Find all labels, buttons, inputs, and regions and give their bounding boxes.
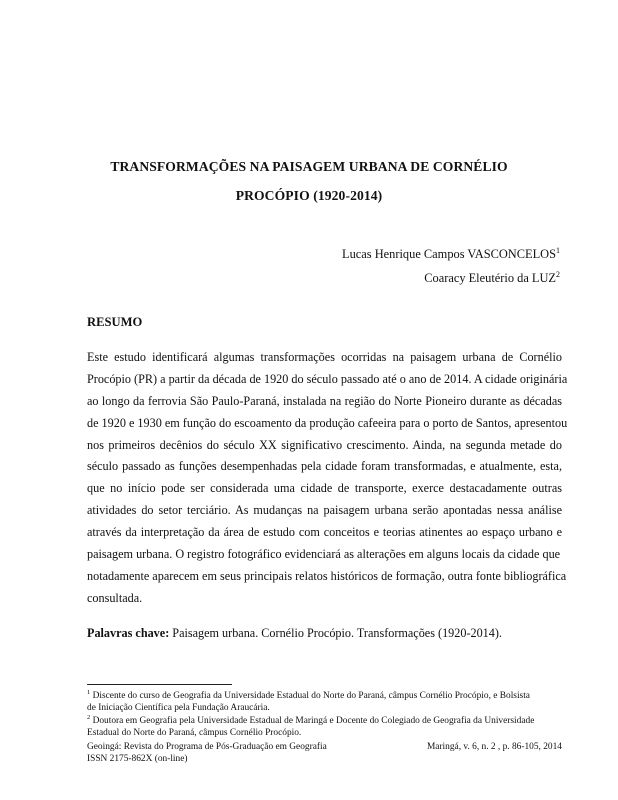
abstract-line: Este estudo identificará algumas transformações ocorridas na paisagem urbana de Cornélio — [87, 350, 562, 364]
abstract-line: Procópio (PR) a partir da década de 1920 do século passado até o ano de 2014. A cidade originária — [87, 371, 568, 386]
footnote-text: Discente do curso de Geografia da Universidade Estadual do Norte do Paraná, câmpus Cornélio Procópio, e Bolsista — [90, 691, 530, 701]
footnote-text: Doutora em Geografia pela Universidade Estadual de Maringá e Docente do Colegiado de Geografia da Universidade — [90, 715, 535, 726]
abstract-line: atividades do setor terciário. As mudanças na paisagem urbana serão apontadas nessa análise — [87, 503, 562, 518]
author-name: Coaracy Eleutério da LUZ — [424, 271, 556, 285]
footnote-2 — [87, 715, 562, 740]
author-footnote-mark[interactable]: 1 — [556, 245, 560, 255]
author-2 — [424, 270, 560, 286]
abstract-line: que no início pode ser considerada uma cidade de transporte, exerce destacadamente outras — [87, 481, 562, 496]
footnote-line: de Iniciação Científica pela Fundação Araucária. — [87, 703, 270, 714]
article-title — [60, 152, 558, 210]
keywords-label: Palavras chave: — [87, 626, 170, 640]
article-title-line-1: TRANSFORMAÇÕES NA PAISAGEM URBANA DE CORNÉLIO — [110, 159, 508, 174]
issn: ISSN 2175-862X (on-line) — [87, 754, 188, 765]
abstract-line: nos primeiros decênios do século XX significativo crescimento. Ainda, na segunda metade do — [87, 437, 562, 452]
author-name: Lucas Henrique Campos VASCONCELOS — [342, 247, 556, 261]
footnote-line: Estadual do Norte do Paraná, câmpus Cornélio Procópio. — [87, 727, 302, 738]
keywords-text: Paisagem urbana. Cornélio Procópio. Transformações (1920-2014). — [169, 626, 502, 640]
journal-name: Geoingá: Revista do Programa de Pós-Graduação em Geografia — [87, 742, 327, 752]
abstract-line: ao longo da ferrovia São Paulo-Paraná, instalada na região do Norte Pioneiro durante as décadas — [87, 393, 562, 408]
author-footnote-mark[interactable]: 2 — [556, 269, 560, 279]
footnote-line — [87, 715, 562, 727]
citation-info: Maringá, v. 6, n. 2 , p. 86-105, 2014 — [426, 742, 562, 752]
abstract-line: consultada. — [87, 590, 143, 605]
article-title-line-2: PROCÓPIO (1920-2014) — [235, 188, 383, 203]
footnote-line — [87, 690, 562, 702]
abstract-line: através da interpretação da área de estudo com conceitos e teorias atinentes ao espaço urbano e — [87, 525, 562, 540]
abstract-heading: RESUMO — [87, 315, 143, 329]
author-1 — [342, 246, 560, 262]
abstract-line: século passado as funções desempenhadas pela cidade foram transformadas, e atualmente, esta, — [87, 459, 562, 474]
running-footer — [87, 741, 562, 766]
keywords — [87, 625, 502, 641]
abstract-line: notadamente aparecem em seus principais relatos históricos de formação, outra fonte bibliográfica — [87, 568, 567, 583]
footnotes — [87, 690, 562, 739]
abstract-line: de 1920 e 1930 em função do escoamento da produção cafeeira para o porto de Santos, apresentou — [87, 415, 568, 430]
footnote-mark: 1 — [87, 688, 91, 696]
abstract-line: paisagem urbana. O registro fotográfico evidenciará as alterações em alguns locais da cidade que — [87, 547, 561, 562]
abstract-body — [87, 347, 568, 610]
footnote-divider — [87, 684, 232, 685]
footnote-1 — [87, 690, 562, 715]
footer-row — [87, 741, 562, 753]
footnote-mark: 2 — [87, 713, 91, 721]
